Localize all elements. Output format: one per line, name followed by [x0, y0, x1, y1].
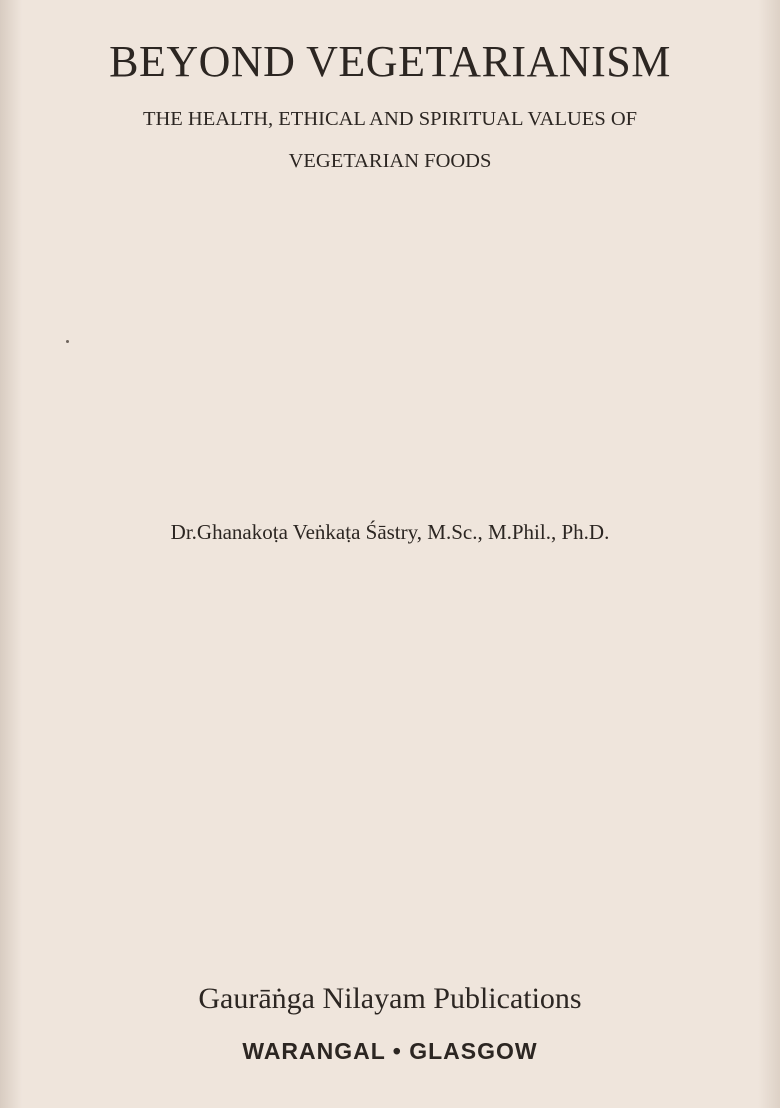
publisher-cities: WARANGAL • GLASGOW [242, 1038, 538, 1064]
paper-speck [66, 340, 69, 343]
subtitle-line-1: THE HEALTH, ETHICAL AND SPIRITUAL VALUES OF [142, 108, 638, 130]
page-edge-shadow-right [758, 0, 780, 1108]
publisher-name: Gaurāṅga Nilayam Publications [198, 982, 582, 1015]
book-subtitle [30, 98, 750, 182]
book-title: BEYOND VEGETARIANISM [109, 37, 671, 86]
author-line: Dr.Ghanakoṭa Veṅkaṭa Śāstry, M.Sc., M.Phil., Ph.D. [170, 520, 610, 544]
page-edge-shadow-left [0, 0, 22, 1108]
subtitle-line-2: VEGETARIAN FOODS [288, 150, 492, 172]
